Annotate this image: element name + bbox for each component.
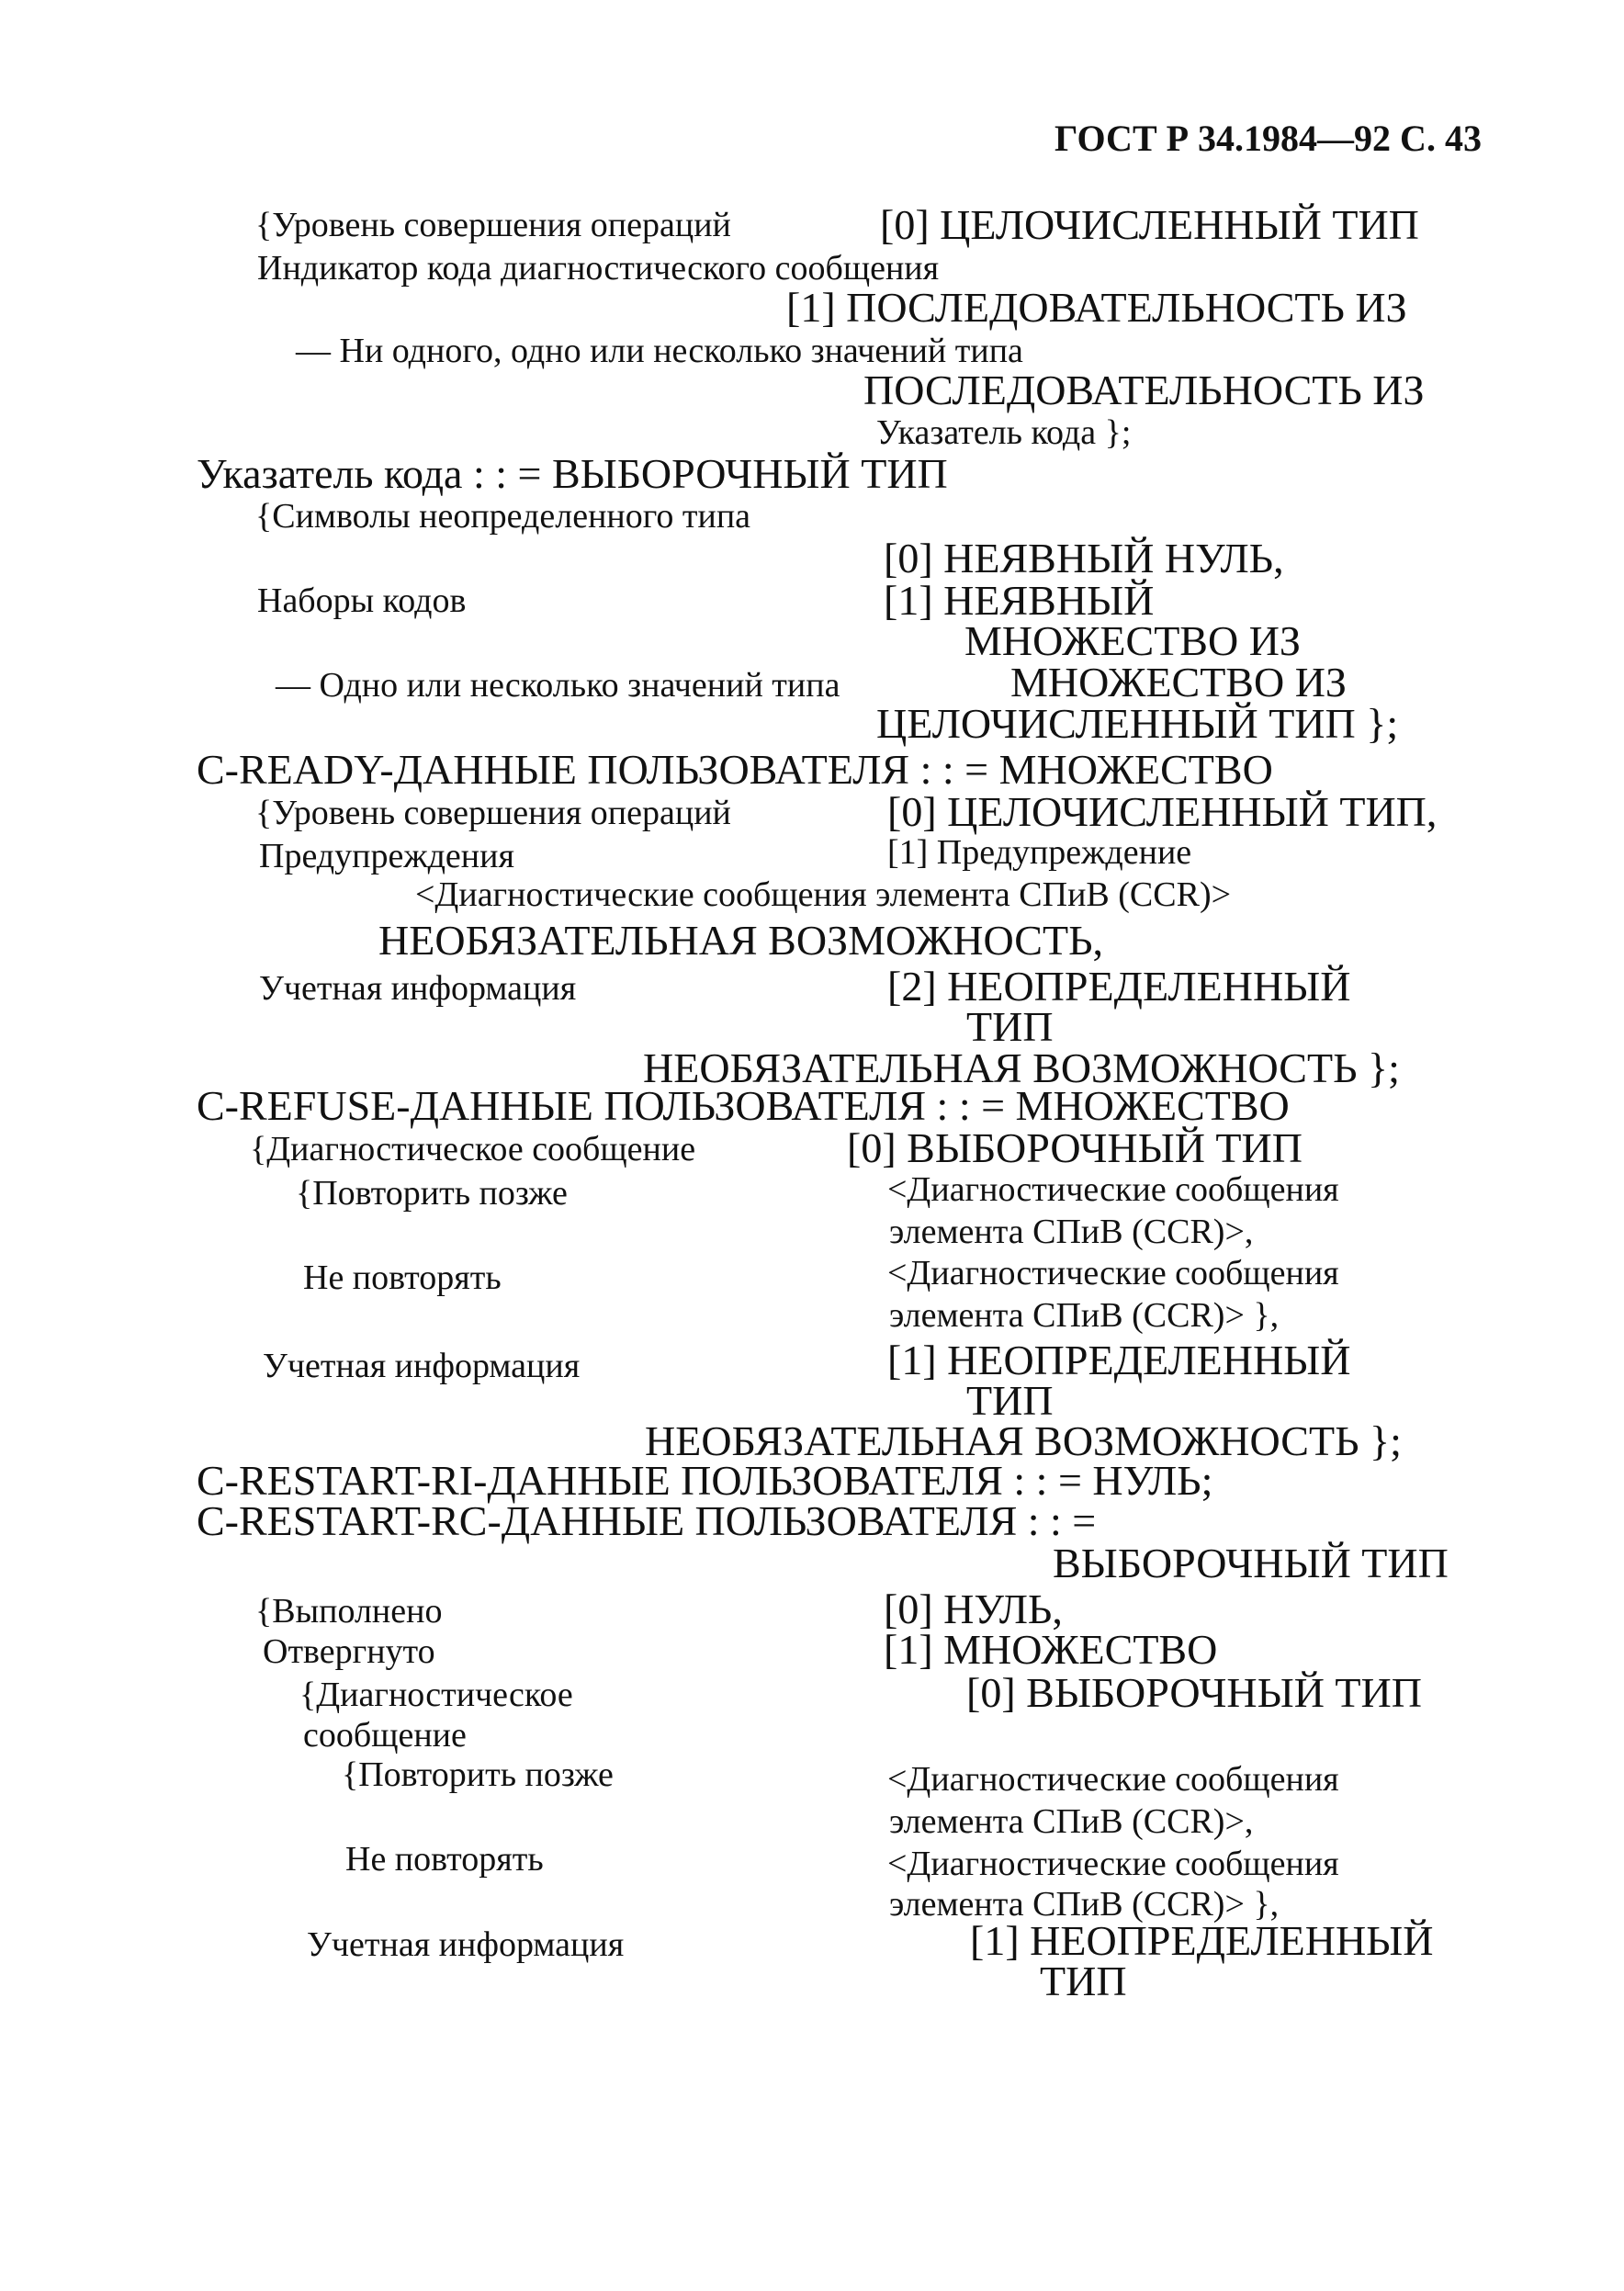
- text-line: — Одно или несколько значений типа: [276, 666, 840, 705]
- text-line: {Уровень совершения операций: [255, 206, 731, 244]
- text-line: МНОЖЕСТВО ИЗ: [1010, 659, 1347, 705]
- text-line: C-RESTART-RC-ДАННЫЕ ПОЛЬЗОВАТЕЛЯ : : =: [197, 1497, 1097, 1544]
- text-line: Учетная информация: [307, 1925, 625, 1964]
- text-line: [0] НЕЯВНЫЙ НУЛЬ,: [884, 535, 1284, 581]
- text-line: ТИП: [966, 1377, 1054, 1424]
- text-line: [0] ВЫБОРОЧНЫЙ ТИП: [966, 1669, 1422, 1716]
- text-line: <Диагностические сообщения элемента СПиВ (CCR)>: [415, 875, 1232, 914]
- page-header: ГОСТ Р 34.1984—92 С. 43: [1054, 118, 1482, 159]
- text-line: Учетная информация: [259, 969, 577, 1008]
- text-line: [1] НЕОПРЕДЕЛЕННЫЙ: [970, 1917, 1434, 1964]
- text-line: Учетная информация: [263, 1347, 581, 1385]
- text-line: {Повторить позже: [296, 1174, 568, 1213]
- text-line: {Диагностическое: [299, 1676, 573, 1714]
- text-line: Указатель кода : : = ВЫБОРОЧНЫЙ ТИП: [197, 450, 948, 497]
- text-line: Индикатор кода диагностического сообщения: [257, 249, 940, 288]
- text-line: {Повторить позже: [342, 1755, 614, 1794]
- text-line: [0] ЦЕЛОЧИСЛЕННЫЙ ТИП: [880, 201, 1419, 248]
- text-line: Указатель кода };: [876, 413, 1140, 452]
- text-line: {Диагностическое сообщение: [250, 1130, 696, 1168]
- text-line: ВЫБОРОЧНЫЙ ТИП: [1053, 1540, 1449, 1586]
- text-line: <Диагностические сообщения: [887, 1845, 1339, 1883]
- text-line: Отвергнуто: [263, 1632, 435, 1671]
- text-line: [0] НУЛЬ,: [884, 1586, 1063, 1632]
- text-line: Наборы кодов: [257, 581, 467, 620]
- text-line: [0] ВЫБОРОЧНЫЙ ТИП: [847, 1124, 1303, 1171]
- text-line: {Символы неопределенного типа: [255, 497, 751, 536]
- text-line: НЕОБЯЗАТЕЛЬНАЯ ВОЗМОЖНОСТЬ,: [378, 917, 1103, 964]
- text-line: НЕОБЯЗАТЕЛЬНАЯ ВОЗМОЖНОСТЬ };: [643, 1044, 1400, 1091]
- text-line: [1] НЕОПРЕДЕЛЕННЫЙ: [887, 1337, 1351, 1383]
- text-line: {Уровень совершения операций: [255, 794, 731, 832]
- text-line: элемента СПиВ (CCR)>,: [889, 1802, 1254, 1841]
- text-line: сообщение: [303, 1716, 467, 1755]
- text-line: [1] Предупреждение: [887, 833, 1192, 872]
- text-line: [0] ЦЕЛОЧИСЛЕННЫЙ ТИП,: [887, 788, 1438, 835]
- text-line: C-RESTART-RI-ДАННЫЕ ПОЛЬЗОВАТЕЛЯ : : = НУЛЬ;: [197, 1457, 1213, 1504]
- text-line: C-REFUSE-ДАННЫЕ ПОЛЬЗОВАТЕЛЯ : : = МНОЖЕСТВО: [197, 1082, 1290, 1129]
- text-line: [1] ПОСЛЕДОВАТЕЛЬНОСТЬ ИЗ: [786, 284, 1407, 331]
- text-line: <Диагностические сообщения: [887, 1760, 1339, 1799]
- text-line: ПОСЛЕДОВАТЕЛЬНОСТЬ ИЗ: [863, 367, 1425, 413]
- text-line: МНОЖЕСТВО ИЗ: [964, 617, 1301, 664]
- text-line: ЦЕЛОЧИСЛЕННЫЙ ТИП };: [876, 700, 1399, 747]
- text-line: Не повторять: [345, 1840, 544, 1879]
- text-line: элемента СПиВ (CCR)> },: [889, 1885, 1280, 1924]
- text-line: ТИП: [966, 1003, 1054, 1050]
- text-line: — Ни одного, одно или несколько значений типа: [296, 332, 1023, 370]
- text-line: C-READY-ДАННЫЕ ПОЛЬЗОВАТЕЛЯ : : = МНОЖЕСТВО: [197, 746, 1273, 793]
- text-line: Предупреждения: [259, 837, 514, 875]
- text-line: {Выполнено: [255, 1592, 443, 1631]
- text-line: <Диагностические сообщения: [887, 1170, 1339, 1209]
- text-line: НЕОБЯЗАТЕЛЬНАЯ ВОЗМОЖНОСТЬ };: [645, 1417, 1402, 1464]
- text-line: [1] НЕЯВНЫЙ: [884, 577, 1155, 624]
- text-line: [1] МНОЖЕСТВО: [884, 1626, 1218, 1673]
- text-line: элемента СПиВ (CCR)>,: [889, 1213, 1254, 1251]
- text-line: элемента СПиВ (CCR)> },: [889, 1296, 1280, 1335]
- text-line: Не повторять: [303, 1258, 502, 1297]
- text-line: [2] НЕОПРЕДЕЛЕННЫЙ: [887, 963, 1351, 1010]
- text-line: <Диагностические сообщения: [887, 1254, 1339, 1292]
- text-line: ТИП: [1040, 1958, 1127, 2004]
